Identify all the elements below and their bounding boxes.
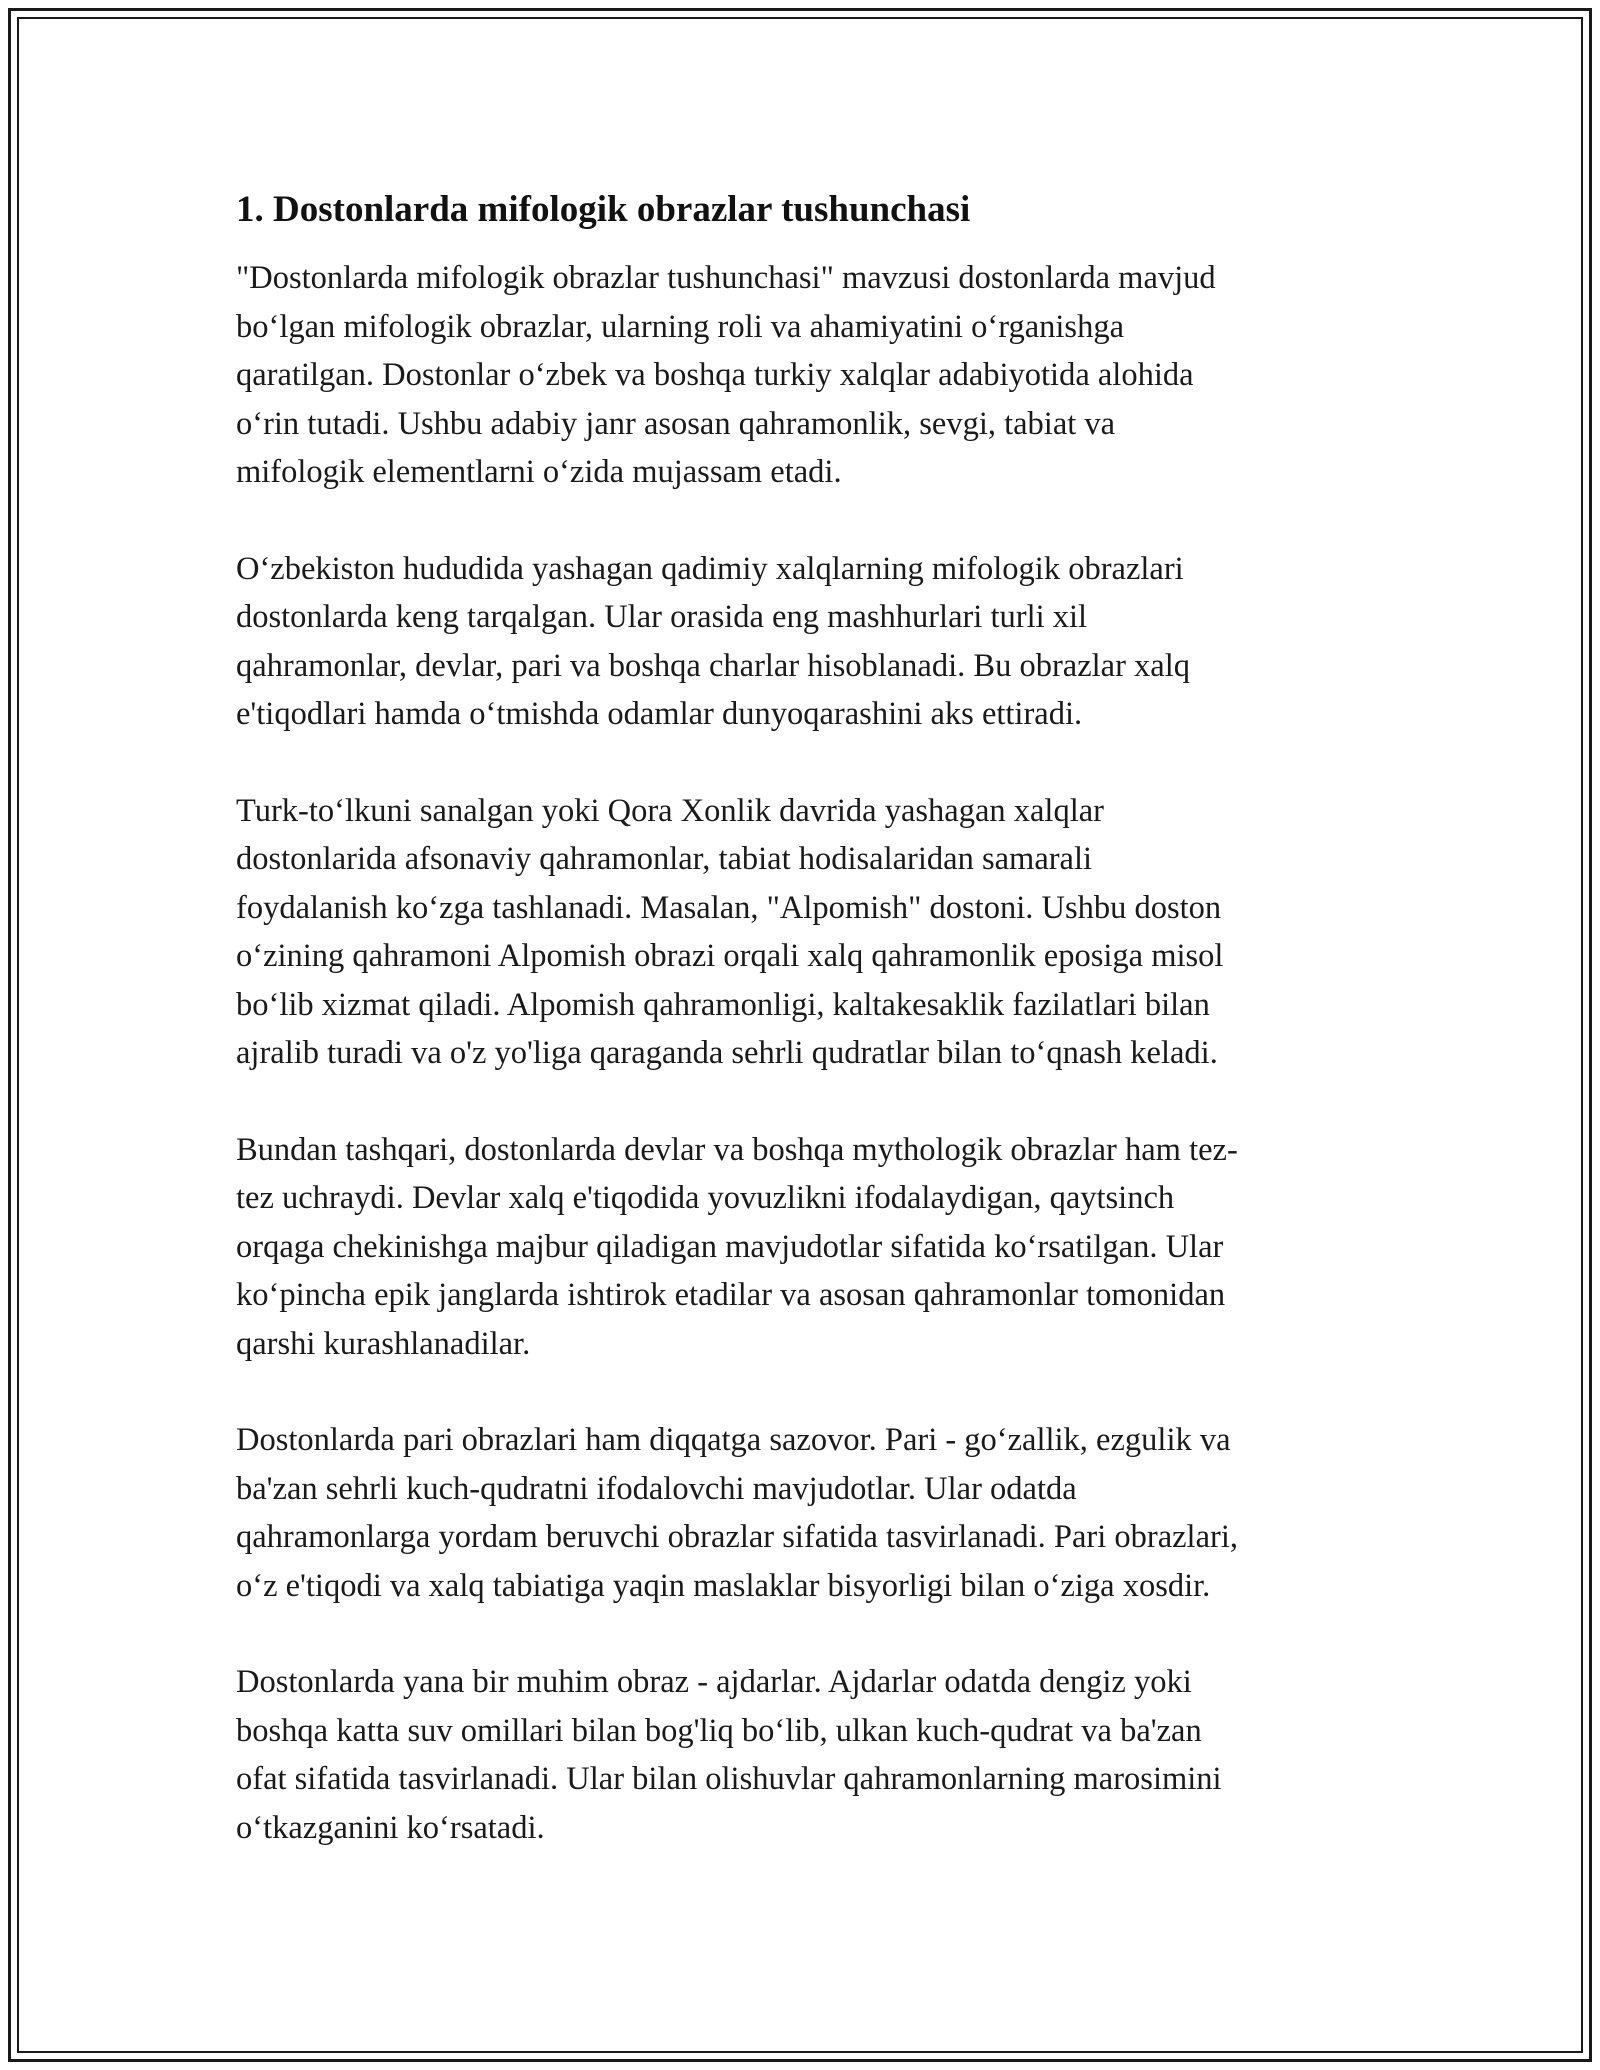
paragraph-alpomish: Turk-to‘lkuni sanalgan yoki Qora Xonlik davrida yashagan xalqlar dostonlarida afsonaviy qahramonlar, tabiat hodisalaridan samarali foydalanish ko‘zga tashlanadi. Masalan, "Alpomish" dostoni. Ushbu doston o‘zining qahramoni Alpomish obrazi orqali xalq qahramonlik eposiga misol bo‘lib xizmat qiladi. Alpomish qahramonligi, kaltakesaklik fazilatlari bilan ajralib turadi va o'z yo'liga qaraganda sehrli qudratlar bilan to‘qnash keladi. [236, 792, 1224, 1071]
paragraph-intro: "Dostonlarda mifologik obrazlar tushunchasi" mavzusi dostonlarda mavjud bo‘lgan mifologik obrazlar, ularning roli va ahamiyatini o‘rganishga qaratilgan. Dostonlar o‘zbek va boshqa turkiy xalqlar adabiyotida alohida o‘rin tutadi. Ushbu adabiy janr asosan qahramonlik, sevgi, tabiat va mifologik elementlarni o‘zida mujassam etadi. [236, 260, 1216, 490]
paragraph-ancient-peoples: O‘zbekiston hududida yashagan qadimiy xalqlarning mifologik obrazlari dostonlarda keng tarqalgan. Ular orasida eng mashhurlari turli xil qahramonlar, devlar, pari va boshqa charlar hisoblanadi. Bu obrazlar xalq e'tiqodlari hamda o‘tmishda odamlar dunyoqarashini aks ettiradi. [236, 550, 1190, 732]
paragraph-devlar: Bundan tashqari, dostonlarda devlar va boshqa mythologik obrazlar ham tez- tez uchraydi. Devlar xalq e'tiqodida yovuzlikni ifodalaydigan, qaytsinch orqaga chekinishga majbur qiladigan mavjudotlar sifatida ko‘rsatilgan. Ular ko‘pincha epik janglarda ishtirok etadilar va asosan qahramonlar tomonidan qarshi kurashlanadilar. [236, 1131, 1238, 1362]
paragraph-pari: Dostonlarda pari obrazlari ham diqqatga sazovor. Pari - go‘zallik, ezgulik va ba'zan sehrli kuch-qudratni ifodalovchi mavjudotlar. Ular odatda qahramonlarga yordam beruvchi obrazlar sifatida tasvirlanadi. Pari obrazlari, o‘z e'tiqodi va xalq tabiatiga yaqin maslaklar bisyorligi bilan o‘ziga xosdir. [236, 1422, 1238, 1604]
section-heading: 1. Dostonlarda mifologik obrazlar tushunchasi [236, 189, 971, 230]
document-body [236, 186, 1376, 1900]
paragraph-ajdarlar: Dostonlarda yana bir muhim obraz - ajdarlar. Ajdarlar odatda dengiz yoki boshqa katta suv omillari bilan bog'liq bo‘lib, ulkan kuch-qudrat va ba'zan ofat sifatida tasvirlanadi. Ular bilan olishuvlar qahramonlarning marosimini o‘tkazganini ko‘rsatadi. [236, 1664, 1222, 1846]
